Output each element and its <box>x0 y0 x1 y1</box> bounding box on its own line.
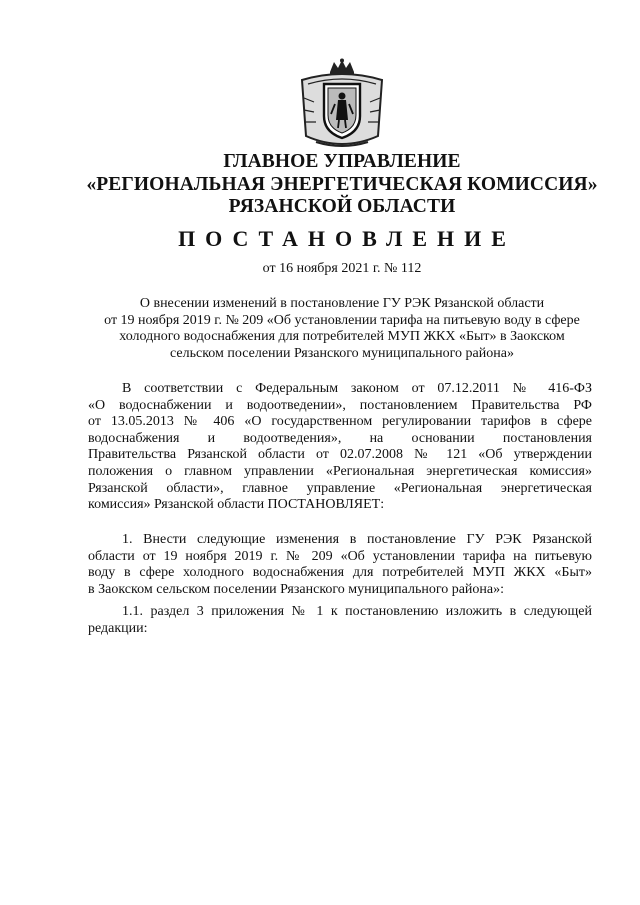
text-line: редакции: <box>88 620 148 636</box>
coat-of-arms-icon <box>294 58 390 150</box>
text-line: водоснабжения и водоотведения», на основании постановления <box>88 430 592 446</box>
preamble-paragraph <box>88 381 592 514</box>
document-type-title: ПОСТАНОВЛЕНИЕ <box>178 226 516 251</box>
agency-name <box>60 151 624 219</box>
text-line: 1. Внести следующие изменения в постановление ГУ РЭК Рязанской <box>122 532 592 547</box>
subject-line: сельском поселении Рязанского муниципального района» <box>170 345 514 361</box>
text-line: в Заокском сельском поселении Рязанского муниципального района»: <box>88 581 505 597</box>
text-line: от 13.05.2013 № 406 «О государственном регулировании тарифов в сфере <box>88 414 592 430</box>
document-date-number: от 16 ноября 2021 г. № 112 <box>262 261 422 276</box>
text-line: Правительства Рязанской области от 02.07.2008 № 121 «Об утверждении <box>88 447 592 463</box>
text-line: воду в сфере холодного водоснабжения для потребителей МУП ЖКХ «Быт» <box>88 565 592 581</box>
subject-line: холодного водоснабжения для потребителей МУП ЖКХ «Быт» в Заокском <box>119 329 565 344</box>
text-line: области от 19 ноября 2019 г. № 209 «Об установлении тарифа на питьевую <box>88 548 592 564</box>
document-subject <box>68 296 616 362</box>
item-1-paragraph <box>88 532 592 598</box>
agency-line: ГЛАВНОЕ УПРАВЛЕНИЕ <box>223 151 461 172</box>
agency-line: РЯЗАНСКОЙ ОБЛАСТИ <box>228 196 456 217</box>
text-line: Рязанской области», главное управление «Региональная энергетическая <box>88 480 592 496</box>
text-line: комиссия» Рязанской области ПОСТАНОВЛЯЕТ: <box>88 497 385 513</box>
subject-line: от 19 ноября 2019 г. № 209 «Об установлении тарифа на питьевую воду в сфере <box>104 312 580 328</box>
subject-line: О внесении изменений в постановление ГУ РЭК Рязанской области <box>139 296 545 311</box>
item-1-1-paragraph <box>88 604 592 637</box>
text-line: «О водоснабжении и водоотведении», постановлением Правительства РФ <box>88 397 592 413</box>
text-line: положения о главном управлении «Региональная энергетическая комиссия» <box>88 463 592 479</box>
agency-line: «РЕГИОНАЛЬНАЯ ЭНЕРГЕТИЧЕСКАЯ КОМИССИЯ» <box>86 173 598 195</box>
text-line: В соответствии с Федеральным законом от 07.12.2011 № 416-ФЗ <box>122 381 592 396</box>
text-line: 1.1. раздел 3 приложения № 1 к постановлению изложить в следующей <box>122 604 592 619</box>
